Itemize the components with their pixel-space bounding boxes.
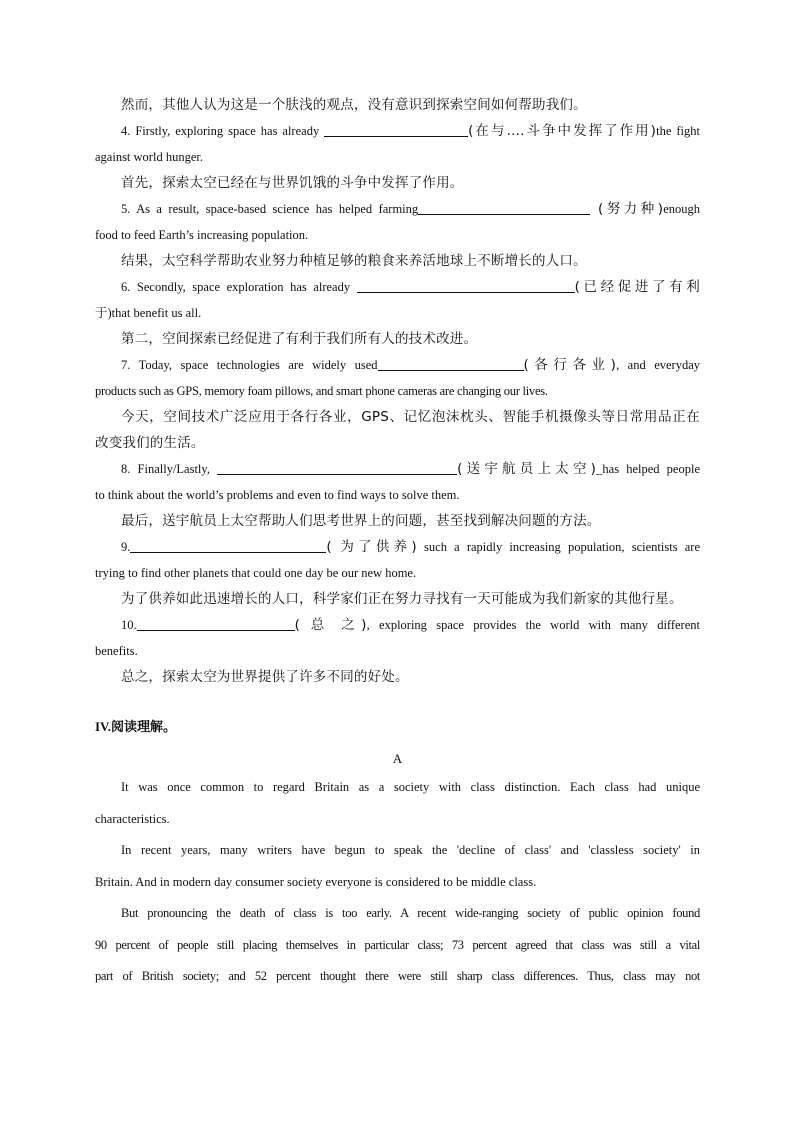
item-4-hint: (在与….斗争中发挥了作用) [468, 123, 657, 139]
item-9-text: 9. [121, 540, 131, 554]
item-9-line2: trying to find other planets that could one day be our new home. [95, 566, 417, 580]
item-9-translation: 为了供养如此迅速增长的人口，科学家们正在努力寻找有一天可能成为我们新家的其他行星。 [121, 591, 683, 607]
passage-label: A [392, 751, 403, 766]
item-8-line2: to think about the world’s problems and even to find ways to solve them. [95, 488, 460, 502]
item-7-blank[interactable] [378, 356, 524, 371]
item-4-blank[interactable] [324, 122, 468, 137]
passage-line: Britain. And in modern day consumer society everyone is considered to be middle class. [95, 874, 537, 889]
item-5-hint: (努力种) [590, 201, 664, 217]
item-5-blank[interactable] [418, 200, 590, 215]
item-6-text: 6. Secondly, space exploration has already [121, 280, 357, 294]
passage-line: 90 percent of people still placing themselves in particular class; 73 percent agreed that class was still a vital [95, 937, 700, 952]
item-7-translation: 今天，空间技术广泛应用于各行各业，GPS、记忆泡沫枕头、智能手机摄像头等日常用品正在 [121, 409, 700, 425]
item-10-hint: ( 总 之) [294, 617, 367, 633]
section-title: IV.阅读理解。 [95, 719, 177, 734]
item-8-translation: 最后，送宇航员上太空帮助人们思考世界上的问题，甚至找到解决问题的方法。 [121, 513, 601, 529]
item-9-blank[interactable] [130, 538, 326, 553]
item-8-text: 8. Finally/Lastly, [121, 462, 218, 476]
item-10-translation: 总之，探索太空为世界提供了许多不同的好处。 [121, 669, 409, 685]
item-4-sentence [95, 118, 700, 144]
item-10-line2: benefits. [95, 644, 138, 658]
item-7-text: 7. Today, space technologies are widely used [121, 358, 378, 372]
item-10-blank[interactable] [137, 616, 295, 631]
item-10-sentence [95, 612, 700, 638]
item-8-sentence [95, 456, 700, 482]
item-7-hint: (各行各业) [523, 357, 617, 373]
item-5-text-end: enough [663, 202, 700, 216]
item-8-blank[interactable] [217, 460, 457, 475]
item-6-blank[interactable] [357, 278, 575, 293]
item-8-hint: (送宇航员上太空) [457, 461, 597, 477]
passage-line: characteristics. [95, 811, 170, 826]
item-6-line2: 于)that benefit us all. [95, 306, 202, 320]
item-6-sentence [95, 274, 700, 300]
item-4-text-end: the fight [656, 124, 700, 138]
passage-line: It was once common to regard Britain as a society with class distinction. Each class had unique [121, 780, 700, 794]
item-5-line2: food to feed Earth’s increasing population. [95, 228, 309, 242]
passage-line: part of British society; and 52 percent thought there were still sharp class differences. Thus, class may not [95, 969, 700, 983]
item-6-hint: (已经促进了有利 [574, 279, 700, 295]
item-9-hint: ( 为了供养) [326, 539, 417, 555]
item-5-translation: 结果，太空科学帮助农业努力种植足够的粮食来养活地球上不断增长的人口。 [121, 253, 587, 269]
item-8-text-end: _has helped people [596, 462, 700, 476]
item-5-text: 5. As a result, space-based science has helped farming [121, 202, 419, 216]
item-6-translation: 第二，空间探索已经促进了有利于我们所有人的技术改进。 [121, 331, 478, 347]
item-7-line2: products such as GPS, memory foam pillows, and smart phone cameras are changing our lives. [95, 384, 548, 398]
item-10-text: 10. [121, 618, 137, 632]
item-10-text-end: , exploring space provides the world with many different [366, 618, 700, 632]
item-7-translation-cont: 改变我们的生活。 [95, 435, 205, 451]
intro-translation: 然而，其他人认为这是一个肤浅的观点，没有意识到探索空间如何帮助我们。 [121, 97, 587, 113]
worksheet-page [95, 92, 700, 993]
item-4-line2: against world hunger. [95, 150, 203, 164]
passage-line: In recent years, many writers have begun to speak the 'decline of class' and 'classless society' in [121, 843, 700, 857]
item-9-sentence [95, 534, 700, 560]
item-9-text-end: such a rapidly increasing population, scientists are [416, 540, 700, 554]
item-4-translation: 首先，探索太空已经在与世界饥饿的斗争中发挥了作用。 [121, 175, 464, 191]
item-7-text-end: , and everyday [616, 358, 700, 372]
passage-line: But pronouncing the death of class is too early. A recent wide-ranging society of public opinion found [121, 906, 700, 920]
item-4-text: 4. Firstly, exploring space has already [121, 124, 325, 138]
item-5-sentence [95, 196, 700, 222]
item-7-sentence [95, 352, 700, 378]
